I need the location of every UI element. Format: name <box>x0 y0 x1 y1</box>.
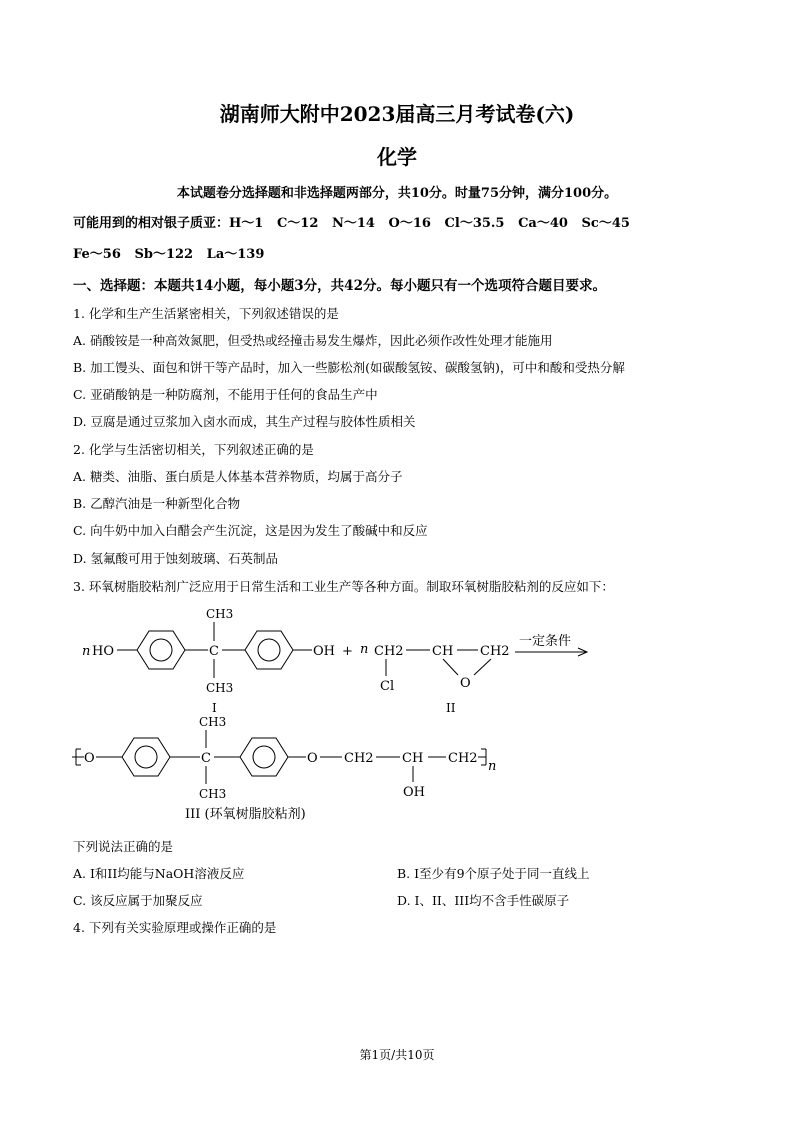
product-hydroxyl: OH <box>403 785 425 800</box>
epoxide-oxygen: O <box>460 676 471 691</box>
question-3-stem: 3. 环氧树脂胶粘剂广泛应用于日常生活和工业生产等各种方面。制取环氧树脂胶粘剂的反应如下： <box>73 579 614 594</box>
bond <box>443 659 458 675</box>
question-3-option-b: B. I至少有9个原子处于同一直线上 <box>397 866 590 881</box>
bond <box>474 659 491 675</box>
question-2-option-c: C. 向牛奶中加入白醋会产生沉淀，这是因为发生了酸碱中和反应 <box>73 523 428 538</box>
question-1-option-a: A. 硝酸铵是一种高效氮肥，但受热或经撞击易发生爆炸，因此必须作改性处理才能施用 <box>73 333 553 348</box>
ring-ch: CH <box>432 644 454 659</box>
label-compound-i: I <box>212 701 217 715</box>
reaction-condition: 一定条件 <box>519 634 572 649</box>
question-3-option-d: D. I、II、III均不含手性碳原子 <box>397 893 570 908</box>
label-compound-ii: II <box>446 701 456 715</box>
mass-fe: Fe～56 <box>73 247 121 262</box>
mass-c: C～12 <box>276 216 319 231</box>
question-2-option-b: B. 乙醇汽油是一种新型化合物 <box>73 496 241 511</box>
question-2-stem: 2. 化学与生活密切相关，下列叙述正确的是 <box>73 442 314 457</box>
methyl-bottom: CH3 <box>206 681 234 695</box>
mass-n: N～14 <box>331 216 375 231</box>
question-3-prompt: 下列说法正确的是 <box>73 839 174 854</box>
mass-la: La～139 <box>206 247 265 262</box>
product-methyl-top: CH3 <box>199 715 227 729</box>
coefficient-n-2: n <box>360 642 369 657</box>
chlorine: Cl <box>380 679 395 694</box>
mass-sc: Sc～45 <box>581 216 630 231</box>
question-1-option-b: B. 加工馒头、面包和饼干等产品时，加入一些膨松剂(如碳酸氢铵、碳酸氢钠)，可中和酸和受热分解 <box>73 360 625 375</box>
question-3-option-a: A. I和II均能与NaOH溶液反应 <box>73 866 245 881</box>
aromatic-circle <box>258 639 280 661</box>
product-quaternary-carbon: C <box>201 751 211 766</box>
plus-sign: + <box>342 644 353 659</box>
coefficient-n-1: n <box>82 644 91 659</box>
question-2-option-d: D. 氢氟酸可用于蚀刻玻璃、石英制品 <box>73 551 279 566</box>
hydroxyl-right: OH <box>313 644 335 659</box>
question-1-option-c: C. 亚硝酸钠是一种防腐剂，不能用于任何的食品生产中 <box>73 387 378 402</box>
question-1-option-d: D. 豆腐是通过豆浆加入卤水而成，其生产过程与胶体性质相关 <box>73 414 416 429</box>
subject-title: 化学 <box>377 145 417 169</box>
product-ch: CH <box>402 751 424 766</box>
product-methyl-bottom: CH3 <box>199 787 227 801</box>
aromatic-circle <box>135 746 157 768</box>
exam-note: 本试题卷分选择题和非选择题两部分，共10分。时量75分钟，满分100分。 <box>176 186 618 201</box>
aromatic-circle <box>253 746 275 768</box>
exam-title: 湖南师大附中2023届高三月考试卷(六) <box>219 102 575 126</box>
aromatic-circle <box>150 639 172 661</box>
polymer-subscript-n: n <box>488 759 497 774</box>
page-footer: 第1页/共10页 <box>359 1048 435 1062</box>
product-ch2-b: CH2 <box>448 751 478 766</box>
label-compound-iii: III (环氧树脂胶粘剂) <box>185 807 306 822</box>
question-4-stem: 4. 下列有关实验原理或操作正确的是 <box>73 920 277 935</box>
product-benzene-1 <box>122 738 170 776</box>
atomic-mass-label: 可能用到的相对银子质亚： <box>73 216 230 231</box>
product-ether-o-right: O <box>307 751 318 766</box>
mass-ca: Ca～40 <box>518 216 568 231</box>
product-benzene-2 <box>240 738 288 776</box>
ring-ch2: CH2 <box>480 644 510 659</box>
ch2-cl-carbon: CH2 <box>374 644 404 659</box>
question-3-option-c: C. 该反应属于加聚反应 <box>73 893 203 908</box>
product-ether-o-left: O <box>84 751 95 766</box>
section-heading: 一、选择题：本题共14小题，每小题3分，共42分。每小题只有一个选项符合题目要求。 <box>73 278 606 294</box>
mass-o: O～16 <box>388 216 431 231</box>
mass-h: H～1 <box>229 216 264 231</box>
benzene-ring-2 <box>245 631 293 669</box>
question-1-stem: 1. 化学和生产生活紧密相关，下列叙述错误的是 <box>73 306 339 321</box>
methyl-top: CH3 <box>206 607 234 621</box>
question-2-option-a: A. 糖类、油脂、蛋白质是人体基本营养物质，均属于高分子 <box>73 469 403 484</box>
mass-cl: Cl～35.5 <box>444 216 505 231</box>
benzene-ring-1 <box>137 631 185 669</box>
mass-sb: Sb～122 <box>134 247 194 262</box>
hydroxyl-left: HO <box>92 644 114 659</box>
quaternary-carbon: C <box>209 644 219 659</box>
product-ch2-a: CH2 <box>344 751 374 766</box>
